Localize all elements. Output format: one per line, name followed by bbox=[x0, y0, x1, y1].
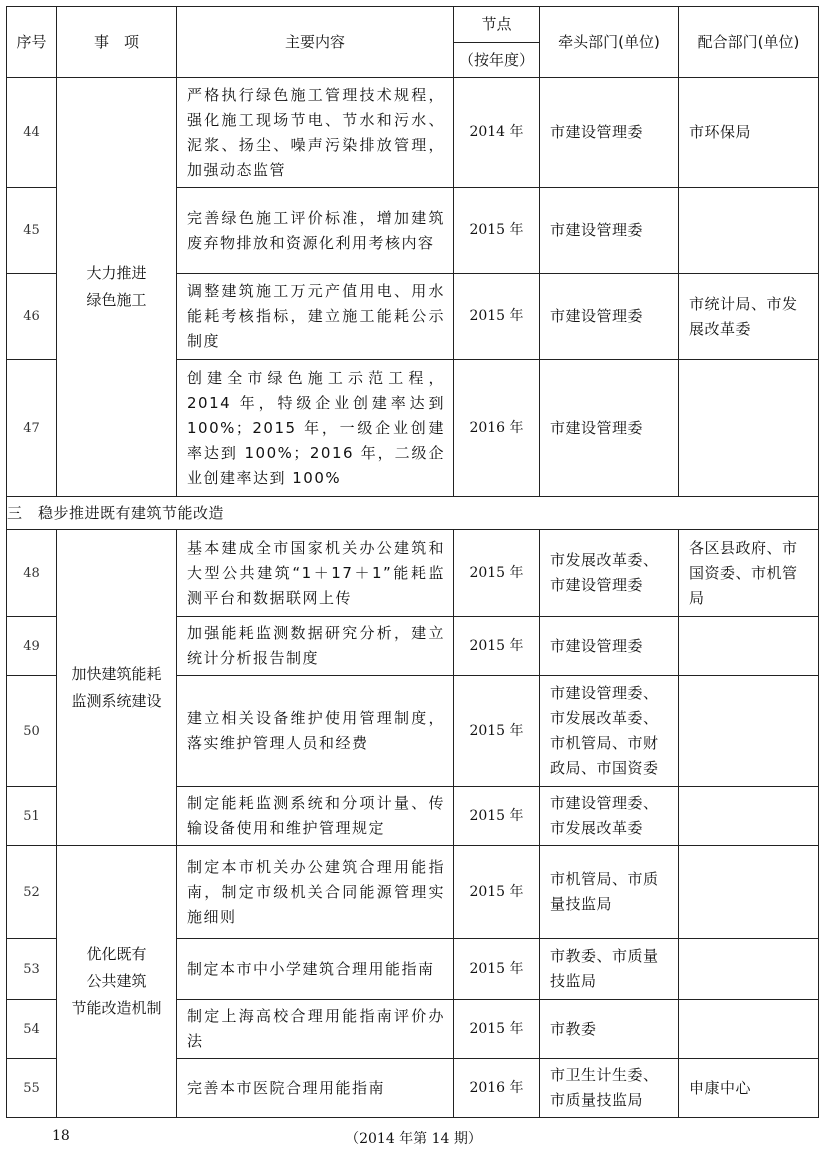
row-lead: 市卫生计生委、市质量技监局 bbox=[540, 1059, 679, 1118]
row-number: 55 bbox=[7, 1059, 57, 1118]
row-number: 47 bbox=[7, 360, 57, 497]
row-number: 52 bbox=[7, 846, 57, 939]
header-coop: 配合部门(单位) bbox=[679, 7, 819, 78]
category-public-building: 优化既有 公共建筑 节能改造机制 bbox=[57, 846, 177, 1118]
category-green-construction: 大力推进 绿色施工 bbox=[57, 78, 177, 497]
row-content: 严格执行绿色施工管理技术规程，强化施工现场节电、节水和污水、泥浆、扬尘、噪声污染排放管理，加强动态监管 bbox=[177, 78, 454, 188]
header-content: 主要内容 bbox=[177, 7, 454, 78]
row-year: 2014 年 bbox=[454, 78, 540, 188]
row-content: 完善绿色施工评价标准，增加建筑废弃物排放和资源化利用考核内容 bbox=[177, 188, 454, 274]
header-item: 事 项 bbox=[57, 7, 177, 78]
row-lead: 市建设管理委、市发展改革委、市机管局、市财政局、市国资委 bbox=[540, 676, 679, 787]
row-lead: 市机管局、市质量技监局 bbox=[540, 846, 679, 939]
row-coop bbox=[679, 360, 819, 497]
row-content: 加强能耗监测数据研究分析，建立统计分析报告制度 bbox=[177, 617, 454, 676]
row-lead: 市建设管理委、市发展改革委 bbox=[540, 787, 679, 846]
row-year: 2015 年 bbox=[454, 530, 540, 617]
row-year: 2015 年 bbox=[454, 787, 540, 846]
row-lead: 市建设管理委 bbox=[540, 274, 679, 360]
section-heading-row bbox=[7, 497, 819, 530]
row-number: 50 bbox=[7, 676, 57, 787]
row-content: 制定能耗监测系统和分项计量、传输设备使用和维护管理规定 bbox=[177, 787, 454, 846]
issue-label: （2014 年第 14 期） bbox=[345, 1131, 482, 1147]
row-content: 创建全市绿色施工示范工程，2014 年，特级企业创建率达到 100%；2015 年，一级企业创建率达到 100%；2016 年，二级企业创建率达到 100% bbox=[177, 360, 454, 497]
header-node-sub: （按年度） bbox=[454, 43, 540, 78]
row-year: 2016 年 bbox=[454, 1059, 540, 1118]
row-coop bbox=[679, 846, 819, 939]
header-no: 序号 bbox=[7, 7, 57, 78]
table-row bbox=[7, 530, 819, 617]
row-year: 2015 年 bbox=[454, 846, 540, 939]
row-content: 制定上海高校合理用能指南评价办法 bbox=[177, 1000, 454, 1059]
row-lead: 市教委、市质量技监局 bbox=[540, 939, 679, 1000]
row-content: 制定本市机关办公建筑合理用能指南，制定市级机关合同能源管理实施细则 bbox=[177, 846, 454, 939]
row-number: 54 bbox=[7, 1000, 57, 1059]
row-year: 2015 年 bbox=[454, 1000, 540, 1059]
row-lead: 市教委 bbox=[540, 1000, 679, 1059]
table-row bbox=[7, 78, 819, 188]
row-coop bbox=[679, 188, 819, 274]
row-content: 调整建筑施工万元产值用电、用水能耗考核指标，建立施工能耗公示制度 bbox=[177, 274, 454, 360]
row-coop bbox=[679, 617, 819, 676]
row-coop: 市统计局、市发展改革委 bbox=[679, 274, 819, 360]
row-number: 46 bbox=[7, 274, 57, 360]
row-year: 2015 年 bbox=[454, 617, 540, 676]
row-lead: 市建设管理委 bbox=[540, 188, 679, 274]
row-coop: 各区县政府、市国资委、市机管局 bbox=[679, 530, 819, 617]
row-lead: 市建设管理委 bbox=[540, 360, 679, 497]
page-number: 18 bbox=[52, 1128, 70, 1144]
row-number: 51 bbox=[7, 787, 57, 846]
row-year: 2015 年 bbox=[454, 676, 540, 787]
row-number: 49 bbox=[7, 617, 57, 676]
row-year: 2015 年 bbox=[454, 274, 540, 360]
row-number: 53 bbox=[7, 939, 57, 1000]
header-node: 节点 bbox=[454, 7, 540, 43]
row-number: 45 bbox=[7, 188, 57, 274]
row-coop bbox=[679, 676, 819, 787]
row-lead: 市建设管理委 bbox=[540, 617, 679, 676]
row-number: 44 bbox=[7, 78, 57, 188]
row-coop: 市环保局 bbox=[679, 78, 819, 188]
row-year: 2015 年 bbox=[454, 188, 540, 274]
row-content: 制定本市中小学建筑合理用能指南 bbox=[177, 939, 454, 1000]
row-content: 完善本市医院合理用能指南 bbox=[177, 1059, 454, 1118]
row-content: 基本建成全市国家机关办公建筑和大型公共建筑“1＋17＋1”能耗监测平台和数据联网上传 bbox=[177, 530, 454, 617]
row-year: 2015 年 bbox=[454, 939, 540, 1000]
row-coop bbox=[679, 1000, 819, 1059]
task-table bbox=[6, 6, 819, 1118]
header-lead: 牵头部门(单位) bbox=[540, 7, 679, 78]
category-energy-monitoring: 加快建筑能耗 监测系统建设 bbox=[57, 530, 177, 846]
row-lead: 市发展改革委、市建设管理委 bbox=[540, 530, 679, 617]
row-coop bbox=[679, 939, 819, 1000]
row-number: 48 bbox=[7, 530, 57, 617]
row-coop: 申康中心 bbox=[679, 1059, 819, 1118]
row-lead: 市建设管理委 bbox=[540, 78, 679, 188]
table-row bbox=[7, 846, 819, 939]
section-heading: 三 稳步推进既有建筑节能改造 bbox=[7, 497, 819, 530]
row-content: 建立相关设备维护使用管理制度，落实维护管理人员和经费 bbox=[177, 676, 454, 787]
row-coop bbox=[679, 787, 819, 846]
row-year: 2016 年 bbox=[454, 360, 540, 497]
